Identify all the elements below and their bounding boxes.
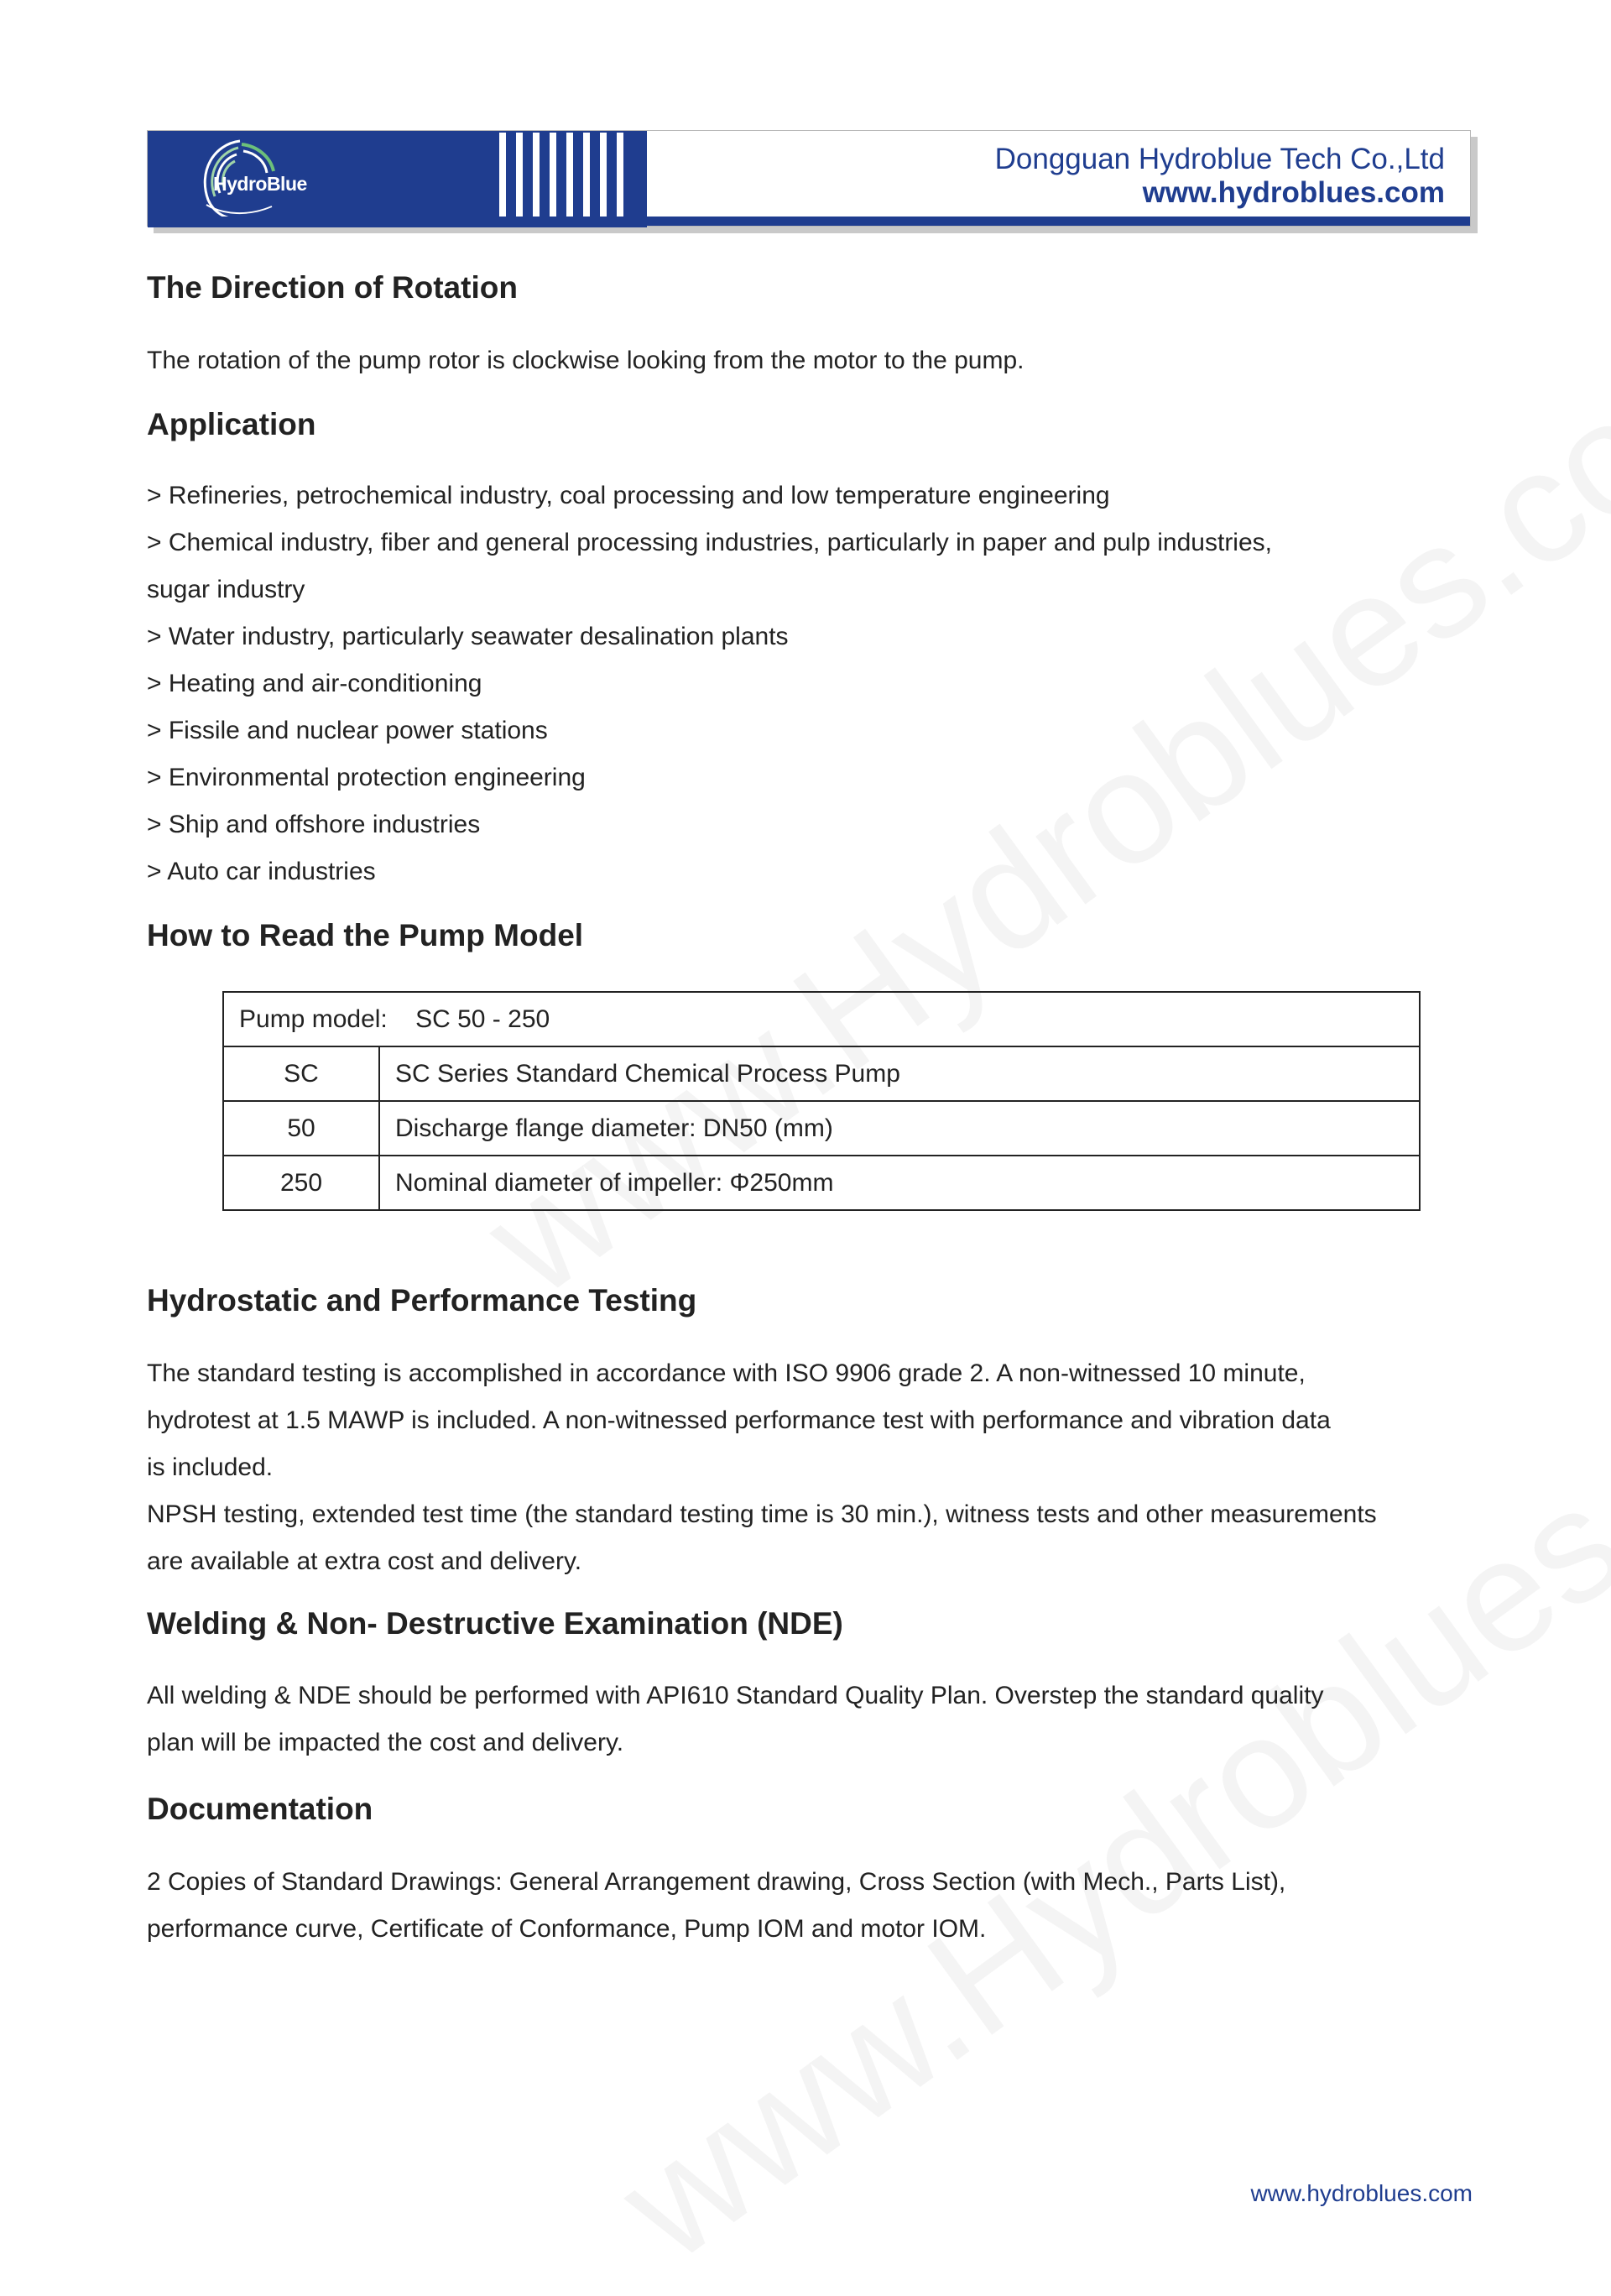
text-line: performance curve, Certificate of Conformance, Pump IOM and motor IOM.	[147, 1915, 987, 1943]
text-line: is included.	[147, 1453, 274, 1481]
documentation-text	[147, 1859, 1489, 1953]
header-stripes	[496, 133, 647, 220]
list-item: > Chemical industry, fiber and general processing industries, particularly in paper and pulp industries,	[147, 529, 1272, 556]
application-list	[147, 472, 1489, 895]
welding-text	[147, 1672, 1489, 1766]
section-title-rotation: The Direction of Rotation	[147, 270, 518, 305]
pump-model-label: Pump model:	[239, 1004, 388, 1033]
text-line: All welding & NDE should be performed with API610 Standard Quality Plan. Overstep the standard quality	[147, 1682, 1324, 1709]
header-underline	[148, 217, 1470, 226]
list-item: > Ship and offshore industries	[147, 811, 481, 838]
list-item: > Water industry, particularly seawater desalination plants	[147, 623, 789, 650]
table-row	[223, 1046, 1420, 1101]
list-item: > Refineries, petrochemical industry, coal processing and low temperature engineering	[147, 482, 1110, 509]
list-item: sugar industry	[147, 576, 305, 603]
company-info	[995, 143, 1445, 210]
table-cell-desc: SC Series Standard Chemical Process Pump	[379, 1046, 1420, 1101]
testing-text	[147, 1350, 1489, 1585]
rotation-text: The rotation of the pump rotor is clockwise looking from the motor to the pump.	[147, 347, 1024, 374]
section-title-documentation: Documentation	[147, 1792, 373, 1826]
table-row	[223, 1101, 1420, 1156]
table-row	[223, 992, 1420, 1046]
text-line: are available at extra cost and delivery.	[147, 1547, 582, 1575]
table-cell-desc: Nominal diameter of impeller: Φ250mm	[379, 1156, 1420, 1210]
company-name: Dongguan Hydroblue Tech Co.,Ltd	[994, 143, 1445, 175]
section-title-welding: Welding & Non- Destructive Examination (NDE)	[147, 1606, 843, 1641]
company-website[interactable]: www.hydroblues.com	[1142, 176, 1445, 209]
section-title-testing: Hydrostatic and Performance Testing	[147, 1283, 697, 1318]
list-item: > Heating and air-conditioning	[147, 670, 482, 697]
table-row	[223, 1156, 1420, 1210]
footer-website-link[interactable]: www.hydroblues.com	[1250, 2180, 1473, 2206]
section-title-application: Application	[147, 407, 316, 441]
list-item: > Fissile and nuclear power stations	[147, 717, 548, 744]
text-line: hydrotest at 1.5 MAWP is included. A non-witnessed performance test with performance and vibration data	[147, 1406, 1331, 1434]
logo-text: HydroBlue	[213, 173, 307, 195]
list-item: > Auto car industries	[147, 858, 376, 885]
text-line: 2 Copies of Standard Drawings: General Arrangement drawing, Cross Section (with Mech., Parts List),	[147, 1868, 1286, 1896]
table-cell-desc: Discharge flange diameter: DN50 (mm)	[379, 1101, 1420, 1156]
section-title-model: How to Read the Pump Model	[147, 918, 584, 952]
pump-model-value: SC 50 - 250	[415, 1004, 550, 1033]
text-line: The standard testing is accomplished in accordance with ISO 9906 grade 2. A non-witnessed 10 minute,	[147, 1359, 1306, 1387]
table-cell-code: 250	[223, 1156, 379, 1210]
table-header-cell	[223, 992, 1420, 1046]
text-line: NPSH testing, extended test time (the standard testing time is 30 min.), witness tests and other measurements	[147, 1500, 1377, 1528]
table-cell-code: SC	[223, 1046, 379, 1101]
table-cell-code: 50	[223, 1101, 379, 1156]
page-header	[147, 130, 1477, 235]
header-brand-panel	[148, 131, 647, 227]
text-line: plan will be impacted the cost and delivery.	[147, 1729, 624, 1756]
pump-model-table	[222, 991, 1421, 1211]
list-item: > Environmental protection engineering	[147, 764, 586, 791]
header-box	[147, 130, 1471, 227]
